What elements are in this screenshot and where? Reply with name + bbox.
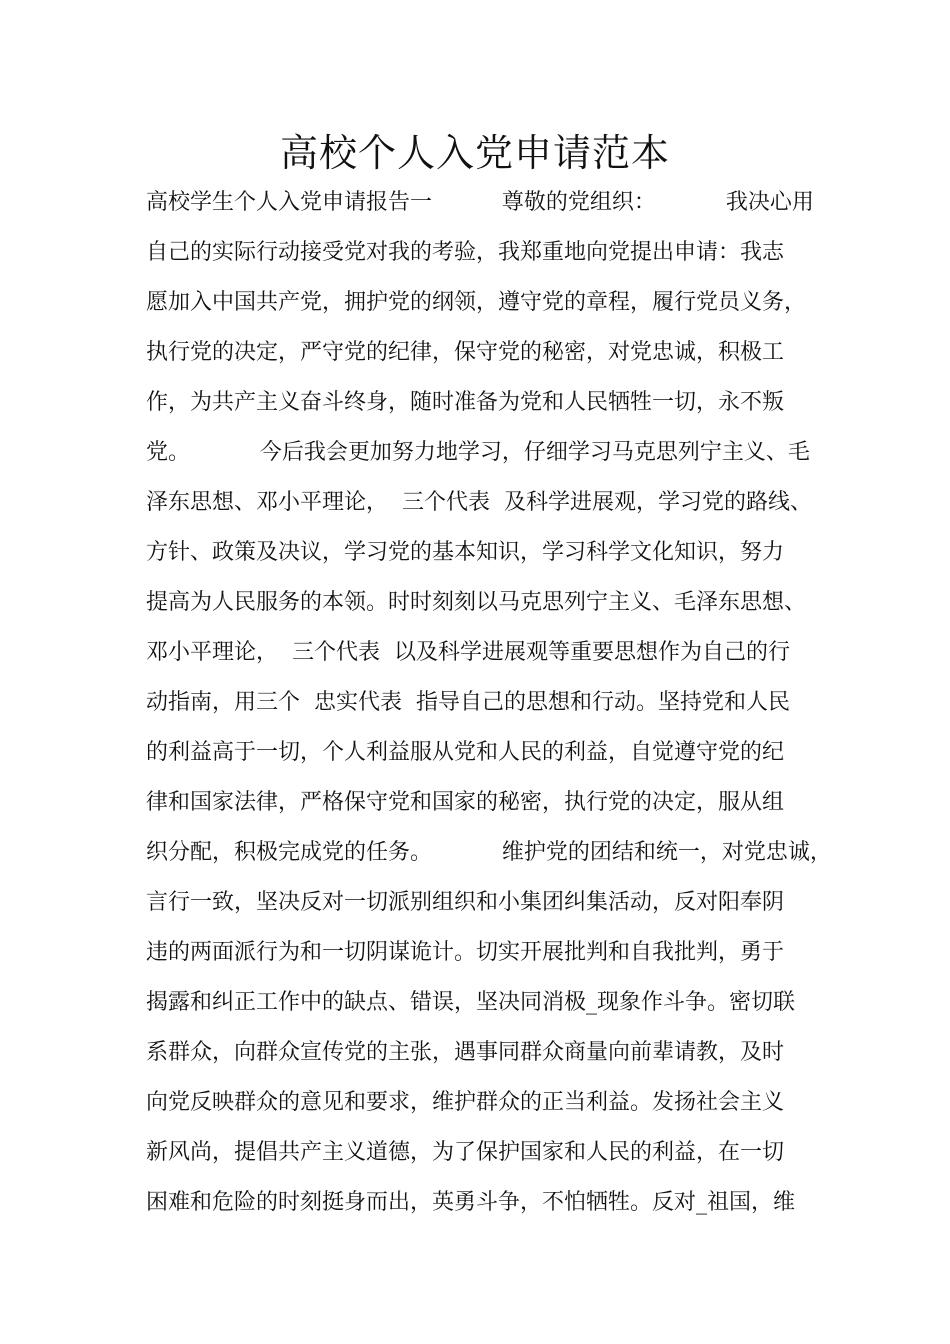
body-line: 困难和危险的时刻挺身而出，英勇斗争，不怕牺牲。反对_祖国，维: [146, 1190, 796, 1215]
body-line: 动指南，用三个 忠实代表 指导自己的思想和行动。坚持党和人民: [146, 690, 790, 715]
body-line: 自己的实际行动接受党对我的考验，我郑重地向党提出申请：我志: [146, 240, 785, 265]
body-line: 向党反映群众的意见和要求，维护群众的正当利益。发扬社会主义: [146, 1090, 785, 1115]
body-line: 言行一致，坚决反对一切派别组织和小集团纠集活动，反对阳奉阴: [146, 890, 785, 915]
body-line: 揭露和纠正工作中的缺点、错误，坚决同消极_现象作斗争。密切联: [146, 990, 796, 1015]
body-line: 邓小平理论， 三个代表 以及科学进展观等重要思想作为自己的行: [146, 640, 790, 665]
document-body: [146, 178, 836, 1228]
document-title: 高校个人入党申请范本: [279, 131, 670, 175]
body-line: 违的两面派行为和一切阴谋诡计。切实开展批判和自我批判，勇于: [146, 940, 785, 965]
body-line: 系群众，向群众宣传党的主张，遇事同群众商量向前辈请教，及时: [146, 1040, 785, 1065]
body-line: 提高为人民服务的本领。时时刻刻以马克思列宁主义、毛泽东思想、: [146, 590, 807, 615]
body-line: 愿加入中国共产党，拥护党的纲领，遵守党的章程，履行党员义务，: [146, 290, 807, 315]
body-line: 党。 今后我会更加努力地学习，仔细学习马克思列宁主义、毛: [146, 440, 810, 465]
body-line: 作，为共产主义奋斗终身，随时准备为党和人民牺牲一切，永不叛: [146, 390, 785, 415]
body-line: 高校学生个人入党申请报告一 尊敬的党组织： 我决心用: [146, 190, 814, 215]
body-line: 方针、政策及决议，学习党的基本知识，学习科学文化知识，努力: [146, 540, 785, 565]
body-line: 的利益高于一切，个人利益服从党和人民的利益，自觉遵守党的纪: [146, 740, 785, 765]
body-line: 新风尚，提倡共产主义道德，为了保护国家和人民的利益，在一切: [146, 1140, 785, 1165]
body-line: 泽东思想、邓小平理论， 三个代表 及科学进展观，学习党的路线、: [146, 490, 812, 515]
body-line: 执行党的决定，严守党的纪律，保守党的秘密，对党忠诚，积极工: [146, 340, 785, 365]
body-line: 律和国家法律，严格保守党和国家的秘密，执行党的决定，服从组: [146, 790, 785, 815]
body-line: 织分配，积极完成党的任务。 维护党的团结和统一，对党忠诚，: [146, 840, 832, 865]
